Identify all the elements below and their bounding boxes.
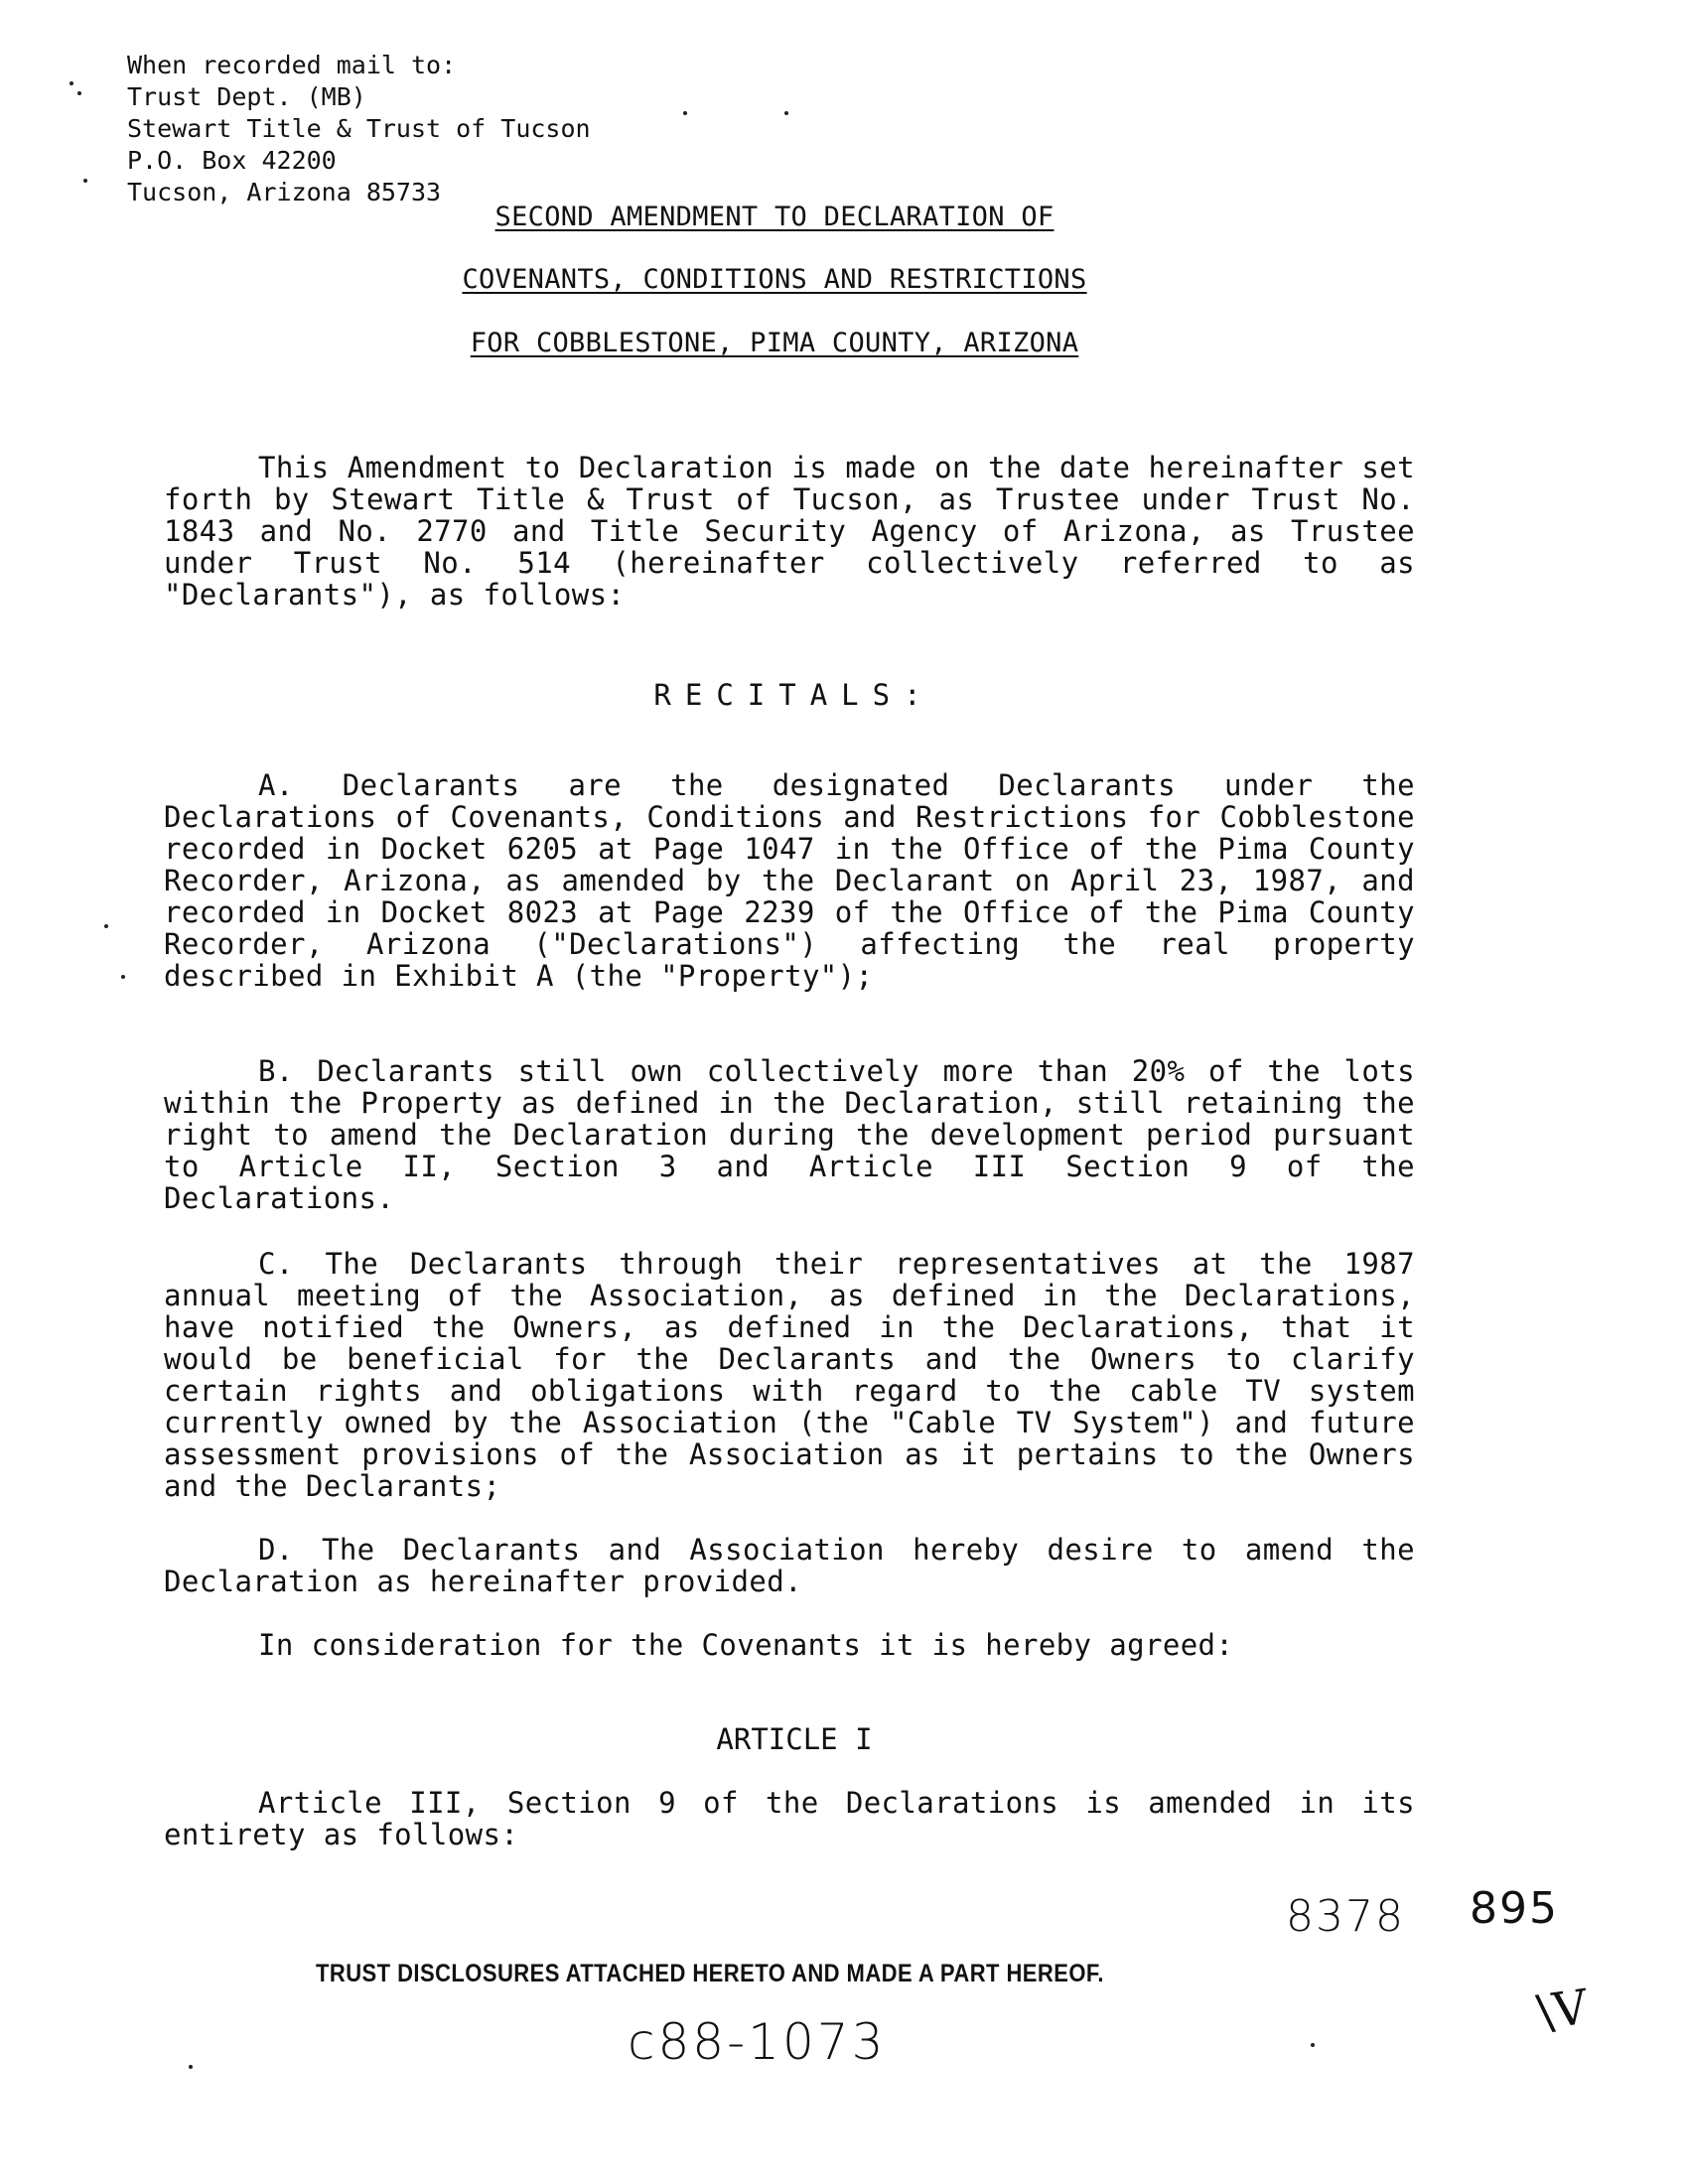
recital-b-text: B. Declarants still own collectively more than 20% of the lots within the Property as defined in the Declaration, still retaining the right to amend the Declaration during the development period pursuant to Article II, Section 3 and Article III Section 9 of the Declarations. [164, 1054, 1415, 1215]
recital-b [164, 1055, 1415, 1214]
mailing-line-2: Trust Dept. (MB) [127, 82, 366, 111]
scan-speck [784, 111, 788, 115]
scan-speck [77, 91, 81, 95]
scan-speck [104, 924, 108, 928]
recital-a-text: A. Declarants are the designated Declarants under the Declarations of Covenants, Conditions and Restrictions for Cobblestone recorded in Docket 6205 at Page 1047 in the Office of the Pima County Recorder, Arizona, as amended by the Declarant on April 23, 1987, and recorded in Docket 8023 at Page 2239 of the Office of the Pima County Recorder, Arizona ("Declarations") affecting the real property described in Exhibit A (the "Property"); [164, 768, 1415, 993]
scan-speck [1311, 2043, 1315, 2047]
recital-a [164, 769, 1415, 992]
page-number: 895 [1470, 1883, 1559, 1934]
scan-speck [83, 179, 87, 183]
article-text: Article III, Section 9 of the Declarations is amended in its entirety as follows: [164, 1786, 1415, 1851]
mailing-line-3: Stewart Title & Trust of Tucson [127, 114, 591, 143]
handwritten-initials: \V [1533, 1979, 1592, 2042]
trust-disclosure-note: TRUST DISCLOSURES ATTACHED HERETO AND MADE A PART HEREOF. [316, 1960, 1104, 1987]
scan-speck [189, 2065, 193, 2069]
intro-text: This Amendment to Declaration is made on the date hereinafter set forth by Stewart Title & Trust of Tucson, as Trustee under Trust No. 1843 and No. 2770 and Title Security Agency of Arizona, as Trustee under Trust No. 514 (hereinafter collectively referred to as "Declarants"), as follows: [164, 451, 1415, 612]
handwritten-recording-code: c88-1073 [628, 2013, 887, 2071]
mailing-line-1: When recorded mail to: [127, 51, 457, 79]
article-paragraph [164, 1787, 1415, 1850]
mailing-line-5: Tucson, Arizona 85733 [127, 178, 442, 206]
title-line-3: FOR COBBLESTONE, PIMA COUNTY, ARIZONA [470, 328, 1079, 358]
scan-speck [683, 111, 687, 115]
consideration-text: In consideration for the Covenants it is hereby agreed: [258, 1628, 1234, 1662]
mailing-address-block [127, 50, 591, 208]
article-heading: ARTICLE I [716, 1722, 873, 1756]
intro-paragraph [164, 452, 1415, 611]
title-line-1: SECOND AMENDMENT TO DECLARATION OF [494, 202, 1055, 232]
title-line-2: COVENANTS, CONDITIONS AND RESTRICTIONS [462, 264, 1087, 295]
recital-c-text: C. The Declarants through their representatives at the 1987 annual meeting of the Association, as defined in the Declarations, have notified the Owners, as defined in the Declarations, that it would be beneficial for the Declarants and the Owners to clarify certain rights and obligations with regard to the cable TV system currently owned by the Association (the "Cable TV System") and future assessment provisions of the Association as it pertains to the Owners and the Declarants; [164, 1247, 1415, 1503]
scan-speck [70, 81, 73, 85]
consideration-paragraph [164, 1629, 1415, 1661]
scan-speck [121, 975, 125, 979]
mailing-line-4: P.O. Box 42200 [127, 146, 337, 175]
recitals-heading: RECITALS: [653, 678, 935, 712]
docket-number: 8378 [1286, 1891, 1405, 1942]
recital-d-text: D. The Declarants and Association hereby desire to amend the Declaration as hereinafter provided. [164, 1533, 1415, 1598]
recital-d [164, 1534, 1415, 1597]
recital-c [164, 1248, 1415, 1502]
